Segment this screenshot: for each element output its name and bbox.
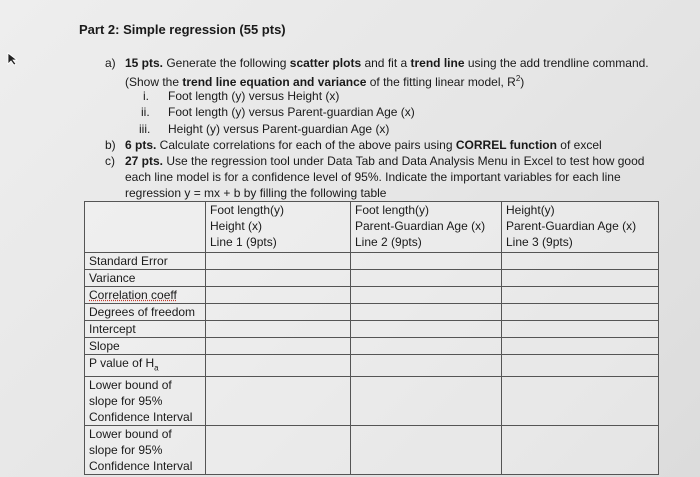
answer-cell[interactable] — [351, 253, 502, 270]
item-b-line: 6 pts. Calculate correlations for each of the above pairs using CORREL function of excel — [125, 138, 602, 152]
table-row — [85, 270, 659, 287]
row-label: Variance — [85, 270, 206, 287]
subitem-marker: ii. — [141, 105, 150, 119]
answer-cell[interactable] — [206, 287, 351, 304]
answer-cell[interactable] — [351, 321, 502, 338]
table-row — [85, 426, 659, 475]
item-b-points: 6 pts. — [125, 138, 157, 152]
item-a-marker: a) — [105, 56, 116, 70]
subitem-text: Height (y) versus Parent-guardian Age (x) — [168, 122, 390, 136]
column-header-line-2: Foot length(y) Parent-Guardian Age (x) Line 2 (9pts) — [351, 202, 502, 253]
answer-cell[interactable] — [206, 426, 351, 475]
item-c-line-2: each line model is for a confidence level of 95%. Indicate the important variables for each line — [125, 170, 621, 184]
row-label: Lower bound of slope for 95% Confidence Interval — [85, 426, 206, 475]
table-row — [85, 253, 659, 270]
item-c-points: 27 pts. — [125, 154, 164, 168]
answer-cell[interactable] — [206, 253, 351, 270]
answer-cell[interactable] — [502, 321, 659, 338]
answer-cell[interactable] — [351, 270, 502, 287]
answer-cell[interactable] — [351, 287, 502, 304]
answer-cell[interactable] — [206, 270, 351, 287]
answer-cell[interactable] — [351, 426, 502, 475]
column-header-line-1: Foot length(y) Height (x) Line 1 (9pts) — [206, 202, 351, 253]
row-label: Correlation coeff — [85, 287, 206, 304]
table-row — [85, 377, 659, 426]
answer-cell[interactable] — [502, 377, 659, 426]
subitem-marker: iii. — [139, 122, 151, 136]
answer-cell[interactable] — [206, 321, 351, 338]
row-label: Intercept — [85, 321, 206, 338]
item-b-marker: b) — [105, 138, 116, 152]
row-label: Slope — [85, 338, 206, 355]
table-header-row — [85, 202, 659, 253]
answer-cell[interactable] — [502, 426, 659, 475]
row-label: Standard Error — [85, 253, 206, 270]
answer-cell[interactable] — [206, 355, 351, 377]
answer-cell[interactable] — [502, 270, 659, 287]
row-label: Lower bound of slope for 95% Confidence Interval — [85, 377, 206, 426]
answer-cell[interactable] — [502, 338, 659, 355]
subitem-text: Foot length (y) versus Height (x) — [168, 89, 340, 103]
table-row — [85, 304, 659, 321]
mouse-pointer-icon — [7, 52, 19, 66]
row-label: Degrees of freedom — [85, 304, 206, 321]
answer-cell[interactable] — [502, 287, 659, 304]
subitem-marker: i. — [143, 89, 149, 103]
subitem-text: Foot length (y) versus Parent-guardian Age (x) — [168, 105, 415, 119]
table-row — [85, 355, 659, 377]
item-c-marker: c) — [105, 154, 115, 168]
item-a-points: 15 pts. — [125, 56, 164, 70]
answer-cell[interactable] — [502, 253, 659, 270]
row-label: P value of $H_a$ — [85, 355, 206, 377]
answer-cell[interactable] — [502, 355, 659, 377]
answer-cell[interactable] — [206, 377, 351, 426]
part-heading: Part 2: Simple regression (55 pts) — [79, 22, 286, 37]
table-row — [85, 338, 659, 355]
column-header-line-3: Height(y) Parent-Guardian Age (x) Line 3 (9pts) — [502, 202, 659, 253]
item-a-line-1: 15 pts. Generate the following scatter plots and fit a trend line using the add trendline command. — [125, 56, 649, 70]
item-c-line-3: regression y = mx + b by filling the following table — [125, 186, 387, 200]
answer-cell[interactable] — [351, 304, 502, 321]
table-row — [85, 287, 659, 304]
table-row — [85, 321, 659, 338]
answer-cell[interactable] — [502, 304, 659, 321]
item-c-line-1: 27 pts. Use the regression tool under Data Tab and Data Analysis Menu in Excel to test how good — [125, 154, 645, 168]
answer-cell[interactable] — [206, 304, 351, 321]
item-a-line-2: (Show the trend line equation and variance of the fitting linear model, $R^2$) — [125, 74, 525, 89]
table-corner-cell — [85, 202, 206, 253]
regression-table — [84, 201, 659, 475]
answer-cell[interactable] — [351, 355, 502, 377]
answer-cell[interactable] — [351, 338, 502, 355]
answer-cell[interactable] — [206, 338, 351, 355]
answer-cell[interactable] — [351, 377, 502, 426]
